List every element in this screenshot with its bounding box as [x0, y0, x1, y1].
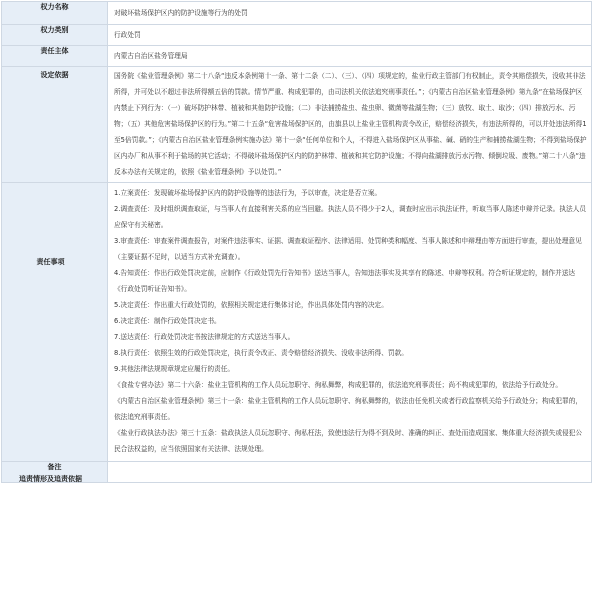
- value-basis: [108, 67, 592, 183]
- basis-paragraph: 国务院《盐业管理条例》第二十八条“违反本条例第十一条、第十二条（二）、（三）、（四）项规定的，盐业行政主管部门有权制止，责令其赔偿损失，没收其非法所得，并可处以不超过非法所得额五倍的罚款。情节严重、构成犯罪的，由司法机关依法追究刑事责任。”；《内蒙古自治区盐业管理条例》第九条“在盐场保护区内禁止下列行为：（一）破坏防护林带、植被和其他防护设施；（二）非法捕捞盐虫、盐虫卵、微菌等盐湖生物；（三）放牧、取土、取沙；（四）排放污水、污物；（五）其他危害盐场保护区的行为。”第二十五条“危害盐场保护区的，由旗县以上盐业主管机构责令改正，赔偿经济损失，有违法所得的，可以并处违法所得1至5倍罚款。”；《内蒙古自治区盐业管理条例实施办法》第十一条“任何单位和个人，不得进入盐场保护区从事盐、碱、硝的生产和捕捞盐湖生物；不得到盐场保护区内办厂和从事不利于盐场的其它活动；不得破坏盐场保护区内的防护林带、植被和其它防护设施；不得向盐湖排放污水污物、倾倒垃圾、废物。”第二十八条“违反本办法有关规定的，依照《盐业管理条例》予以处罚。”: [114, 72, 587, 176]
- accountability-paragraph-3: 《盐业行政执法办法》第三十五条：盐政执法人员玩忽职守、徇私枉法，致使违法行为得不到及时、准确的纠正、查处而造成国家、集体重大经济损失或侵犯公民合法权益的，应当依照国家有关法律、法规处理。: [114, 429, 583, 453]
- label-column-duties: [2, 183, 108, 462]
- label-basis: 设定依据: [2, 67, 108, 183]
- label-accountability: 追责情形及追责依据: [19, 475, 82, 483]
- row-power-name: [2, 2, 592, 25]
- row-basis: [2, 67, 592, 183]
- duty-item-8: 8.执行责任：依照生效的行政处罚决定，执行责令改正、责令赔偿经济损失、没收非法所得、罚款。: [114, 349, 408, 357]
- accountability-paragraph-2: 《内蒙古自治区盐业管理条例》第三十一条：盐业主管机构的工作人员玩忽职守、徇私舞弊的，依法由任免机关或者行政监察机关给予行政处分；构成犯罪的，依法追究刑事责任。: [114, 397, 583, 421]
- row-duties-and-accountability: [2, 183, 592, 462]
- value-note: [108, 462, 592, 483]
- row-subject: [2, 46, 592, 67]
- label-power-category: 权力类别: [2, 25, 108, 46]
- value-duties-and-accountability: [108, 183, 592, 462]
- row-power-category: [2, 25, 592, 46]
- label-duties: 责任事项: [36, 258, 65, 266]
- duty-item-6: 6.决定责任：制作行政处罚决定书。: [114, 317, 221, 325]
- duty-item-2: 2.调查责任：及时组织调查取证，与当事人有直接利害关系的应当回避。执法人员不得少于2人，调查时应出示执法证件，听取当事人陈述申辩并记录。执法人员应保守有关秘密。: [114, 205, 587, 229]
- value-subject: 内蒙古自治区盐务管理局: [108, 46, 592, 67]
- label-subject: 责任主体: [2, 46, 108, 67]
- duty-item-7: 7.送达责任：行政处罚决定书按法律规定的方式送达当事人。: [114, 333, 295, 341]
- duty-item-4: 4.告知责任：作出行政处罚决定前，应制作《行政处罚先行告知书》送达当事人，告知违法事实及其享有的陈述、申辩等权利。符合听证规定的，制作并送达《行政处罚听证告知书》。: [114, 269, 576, 293]
- value-power-name: 对破坏盐场保护区内的防护设施等行为的处罚: [108, 2, 592, 25]
- power-info-table: [1, 1, 592, 483]
- label-note: 备注: [2, 462, 108, 483]
- duty-item-1: 1.立案责任：发现破坏盐场保护区内的防护设施等的违法行为，予以审查，决定是否立案。: [114, 189, 382, 197]
- accountability-paragraph-1: 《食盐专营办法》第二十六条：盐业主管机构的工作人员玩忽职守、徇私舞弊，构成犯罪的，依法追究刑事责任；尚不构成犯罪的，依法给予行政处分。: [114, 381, 563, 389]
- duty-item-5: 5.决定责任：作出重大行政处罚的，依照相关规定进行集体讨论，作出具体处罚内容的决定。: [114, 301, 388, 309]
- label-power-name: 权力名称: [2, 2, 108, 25]
- duty-item-9: 9.其他法律法规规章规定应履行的责任。: [114, 365, 235, 373]
- value-power-category: 行政处罚: [108, 25, 592, 46]
- duty-item-3: 3.审查责任：审查案件调查报告，对案件违法事实、证据、调查取证程序、法律适用、处罚种类和幅度、当事人陈述和申辩理由等方面进行审查，提出处理意见（主要证据不足时，以适当方式补充调查）。: [114, 237, 582, 261]
